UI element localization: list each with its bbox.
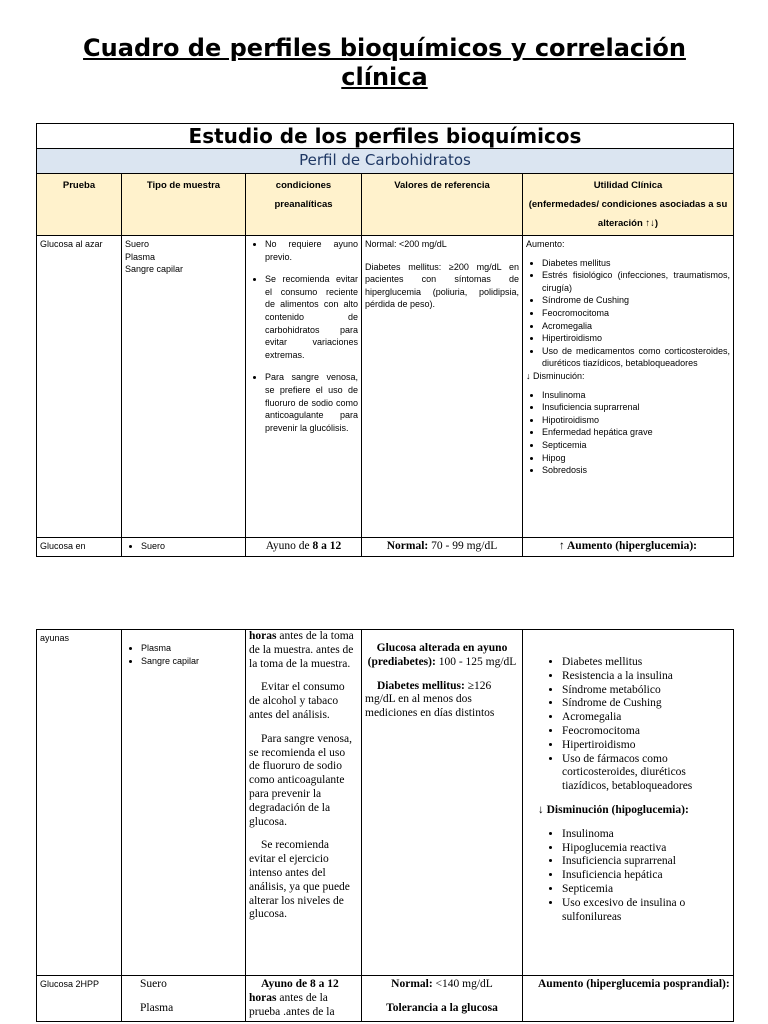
disminucion-item: • Insuficiencia suprarrenal <box>542 401 730 414</box>
disminucion-item: • Septicemia <box>542 439 730 452</box>
muestra-item: • Suero <box>141 540 242 553</box>
muestra-item: Plasma <box>140 1001 174 1014</box>
disminucion-item: • Hipoglucemia reactiva <box>562 842 730 856</box>
header-utilidad <box>523 174 734 236</box>
cell-condiciones <box>246 538 362 557</box>
cell-prueba: Glucosa en <box>37 538 122 557</box>
aumento-item: • Feocromocitoma <box>542 307 730 320</box>
table-row <box>37 976 734 1022</box>
cell-valores <box>362 236 523 538</box>
table-header-row <box>37 174 734 236</box>
cell-condiciones <box>246 630 362 976</box>
aumento-item: • Acromegalia <box>542 320 730 333</box>
aumento-item: • Síndrome de Cushing <box>542 294 730 307</box>
aumento-label: ↑ Aumento (hiperglucemia): <box>559 540 697 552</box>
cell-muestra <box>122 976 246 1022</box>
ayuno-text: Ayuno de <box>265 540 313 552</box>
cell-valores <box>362 538 523 557</box>
cell-utilidad <box>523 630 734 976</box>
cell-condiciones <box>246 236 362 538</box>
aumento-label: Aumento: <box>526 239 565 249</box>
condicion-item: • No requiere ayuno previo. <box>265 238 358 263</box>
normal-label: Normal: <box>386 540 429 552</box>
header-utilidad-line3: alteración ↑↓) <box>597 218 659 229</box>
biochemical-profiles-table <box>36 123 734 557</box>
alterada-label: Glucosa alterada en ayuno (prediabetes): <box>367 642 508 668</box>
aumento-item: • Feocromocitoma <box>562 725 730 739</box>
cell-muestra <box>122 630 246 976</box>
table-row <box>37 236 734 538</box>
diabetes-value: ≥126 mg/dL en al menos dos mediciones en días distintos <box>365 679 495 720</box>
ayuno-text: antes de la prueba .antes de la <box>249 991 335 1018</box>
cell-utilidad <box>523 538 734 557</box>
ayuno-hours: horas <box>249 630 277 642</box>
ayuno-hours: 8 a 12 <box>312 540 342 552</box>
valor-tolerancia <box>365 1002 519 1016</box>
header-prueba: Prueba <box>37 174 122 236</box>
aumento-item: • Hipertiroidismo <box>562 739 730 753</box>
cell-muestra <box>122 538 246 557</box>
condicion-text: Evitar el consumo de alcohol y tabaco antes del análisis. <box>249 681 345 721</box>
disminucion-item: • Insuficiencia hepática <box>562 869 730 883</box>
condicion-item: • Se recomienda evitar el consumo reciente de alimentos con alto contenido de carbohidratos para evitar variaciones extremas. <box>265 273 358 361</box>
muestra-item: • Sangre capilar <box>141 655 242 668</box>
valor-diabetes: Diabetes mellitus: ≥200 mg/dL en pacientes con síntomas de hiperglucemia (poliuria, polidipsia, pérdida de peso). <box>365 261 519 310</box>
aumento-item: • Síndrome metabólico <box>562 684 730 698</box>
header-utilidad-line2: (enfermedades/ condiciones asociadas a su <box>528 199 728 210</box>
aumento-item: • Síndrome de Cushing <box>562 697 730 711</box>
diabetes-label: Diabetes mellitus: <box>377 679 465 692</box>
muestra-item: Suero <box>140 978 167 990</box>
table-row <box>37 538 734 557</box>
disminucion-item: • Sobredosis <box>542 464 730 477</box>
normal-value: 70 - 99 mg/dL <box>428 540 498 552</box>
muestra-item: Suero <box>125 239 150 249</box>
condicion-text <box>249 978 358 1019</box>
cell-muestra <box>122 236 246 538</box>
study-title: Estudio de los perfiles bioquímicos <box>37 124 734 149</box>
cell-prueba: Glucosa al azar <box>37 236 122 538</box>
ayuno-label: Ayuno de 8 a 12 horas <box>249 978 339 1004</box>
aumento-label-text: Aumento (hiperglucemia posprandial): <box>538 978 730 990</box>
disminucion-item: • Hipotiroidismo <box>542 414 730 427</box>
condicion-text <box>249 630 358 671</box>
aumento-item: • Resistencia a la insulina <box>562 670 730 684</box>
aumento-item: • Uso de fármacos como corticosteroides, diuréticos tiazídicos, betabloqueadores <box>562 753 730 794</box>
valor-normal <box>365 978 519 992</box>
disminucion-item: • Insulinoma <box>562 828 730 842</box>
header-condiciones-line2: preanalíticas <box>274 199 333 210</box>
valor-diabetes <box>365 680 519 721</box>
aumento-item: • Diabetes mellitus <box>542 257 730 270</box>
condicion-text: Se recomienda evitar el ejercicio intenso antes del análisis, ya que puede alterar los niveles de glucosa. <box>249 839 350 921</box>
condicion-ayuno: antes de la toma de la muestra. antes de la toma de la muestra. <box>249 630 354 670</box>
cell-utilidad <box>523 236 734 538</box>
aumento-item: • Diabetes mellitus <box>562 656 730 670</box>
cell-valores <box>362 976 523 1022</box>
aumento-item: • Estrés fisiológico (infecciones, traumatismos, cirugía) <box>542 269 730 294</box>
header-utilidad-line1: Utilidad Clínica <box>593 180 663 191</box>
disminucion-item: • Uso excesivo de insulina o sulfonilureas <box>562 897 730 925</box>
aumento-item: • Hipertiroidismo <box>542 332 730 345</box>
condicion-text: Para sangre venosa, se recomienda el uso de fluoruro de sodio como anticoagulante para prevenir la degradación de la glucosa. <box>249 732 353 828</box>
cell-prueba: ayunas <box>37 630 122 976</box>
header-condiciones <box>246 174 362 236</box>
tolerancia-label: Tolerancia a la glucosa <box>386 1001 498 1014</box>
document-title: Cuadro de perfiles bioquímicos y correlación clínica <box>83 34 686 91</box>
cell-valores <box>362 630 523 976</box>
disminucion-item: • Insuficiencia suprarrenal <box>562 855 730 869</box>
normal-label: Normal: <box>391 978 433 990</box>
disminucion-item: • Insulinoma <box>542 389 730 402</box>
disminucion-item: • Septicemia <box>562 883 730 897</box>
valor-normal: Normal: <200 mg/dL <box>365 239 447 249</box>
cell-prueba: Glucosa 2HPP <box>37 976 122 1022</box>
disminucion-item: • Enfermedad hepática grave <box>542 426 730 439</box>
disminucion-item: • Hipog <box>542 452 730 465</box>
aumento-label <box>526 978 730 992</box>
muestra-item: Plasma <box>125 251 156 262</box>
aumento-item: • Uso de medicamentos como corticosteroides, diuréticos tiazídicos, betabloqueadores <box>542 345 730 370</box>
aumento-item: • Acromegalia <box>562 711 730 725</box>
muestra-item: • Plasma <box>141 642 242 655</box>
cell-condiciones <box>246 976 362 1022</box>
alterada-value: 100 - 125 mg/dL <box>435 655 517 668</box>
header-tipo-muestra: Tipo de muestra <box>122 174 246 236</box>
valor-alterada <box>365 642 519 670</box>
biochemical-profiles-table-continued <box>36 629 734 1022</box>
header-valores: Valores de referencia <box>362 174 523 236</box>
disminucion-label: ↓ Disminución: <box>526 370 585 381</box>
muestra-item: Sangre capilar <box>125 264 184 275</box>
profile-title: Perfil de Carbohidratos <box>37 149 734 174</box>
condicion-item: • Para sangre venosa, se prefiere el uso de fluoruro de sodio como anticoagulante para prevenir la glucólisis. <box>265 371 358 434</box>
normal-value: <140 mg/dL <box>432 978 493 990</box>
table-row <box>37 630 734 976</box>
cell-utilidad <box>523 976 734 1022</box>
header-condiciones-line1: condiciones <box>275 180 332 191</box>
disminucion-label-text: ↓ Disminución (hipoglucemia): <box>538 803 689 816</box>
disminucion-label <box>526 804 730 818</box>
